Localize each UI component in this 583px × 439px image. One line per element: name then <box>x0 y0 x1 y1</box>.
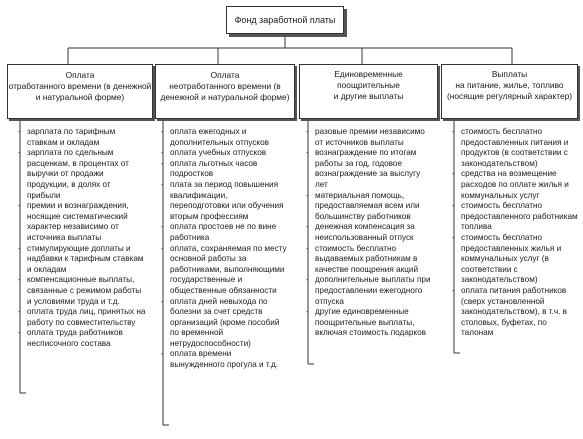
column-list-food-housing <box>452 127 578 417</box>
fund-title-box <box>226 6 344 34</box>
column-header-text: Единовременные поощрительные и другие выплаты <box>333 69 404 101</box>
list-item: - стоимость бесплатно предоставленных питания и продуктов (в соответствии с законодательством) <box>452 127 578 169</box>
list-item: - оплата, сохраняемая по месту основной работы за работниками, выполняющими государственные и общественные обязанности <box>161 244 287 297</box>
column-header-text: Выплаты на питание, жилье, топливо (носящие регулярный характер) <box>446 69 573 101</box>
list-item: - компенсационные выплаты, связанные с режимом работы и условиями труда и т.д. <box>18 275 146 307</box>
list-item: - стимулирующие доплаты и надбавки к тарифным ставкам и окладам <box>18 244 146 276</box>
list-item: - оплата простоев не по вине работника <box>161 222 287 243</box>
list-item: - вознаграждение по итогам работы за год, годовое вознаграждение за выслугу лет <box>306 148 434 190</box>
list-item: - материальная помощь, предоставляемая всем или большинству работников <box>306 191 434 223</box>
column-header-food-housing <box>441 64 578 119</box>
list-item: - плата за период повышения квалификации, переподготовки или обучения вторым профессиям <box>161 180 287 222</box>
fund-title: Фонд заработной платы <box>234 15 336 25</box>
list-item: - другие единовременные поощрительные выплаты, включая стоимость подарков <box>306 307 434 339</box>
column-list-one-time-payments <box>306 127 434 417</box>
column-header-worked-time <box>7 64 153 119</box>
list-item: - оплата времени вынужденного прогула и т.д. <box>161 349 287 370</box>
list-item: - оплата учебных отпусков <box>161 148 287 159</box>
list-item: - денежная компенсация за неиспользованный отпуск <box>306 222 434 243</box>
list-item: - стоимость бесплатно предоставленного работникам топлива <box>452 201 578 233</box>
list-item: - зарплата по тарифным ставкам и окладам <box>18 127 146 148</box>
list-item: - стоимость бесплатно предоставленных жилья и коммунальных услуг (в соответствии с законодательством) <box>452 233 578 286</box>
list-item: - оплата труда лиц, принятых на работу по совместительству <box>18 307 146 328</box>
list-item: - средства на возмещение расходов по оплате жилья и коммунальных услуг <box>452 169 578 201</box>
list-item: - оплата дней невыхода по болезни за счет средств организаций (кроме пособий по временной нетрудоспособности) <box>161 297 287 350</box>
list-item: - оплата льготных часов подростков <box>161 159 287 180</box>
column-list-unworked-time <box>161 127 287 439</box>
list-item: - премии и вознаграждения, носящие систематический характер независимо от источника выплаты <box>18 201 146 243</box>
list-item: - зарплата по сдельным расценкам, в процентах от выручки от продажи продукции, в долях от прибыли <box>18 148 146 201</box>
column-header-unworked-time <box>155 64 295 119</box>
column-header-one-time-payments <box>299 64 438 119</box>
list-item: - разовые премии независимо от источников выплаты <box>306 127 434 148</box>
list-item: - оплата труда работников несписочного состава <box>18 328 146 349</box>
list-item: - дополнительные выплаты при предоставлении ежегодного отпуска <box>306 275 434 307</box>
column-header-text: Оплата неотработанного времени (в денежной и натуральной форме) <box>160 70 290 102</box>
list-item: - оплата питания работников (сверх установленной законодательством), в т.ч. в столовых, буфетах, по талонам <box>452 286 578 339</box>
column-header-text: Оплата отработанного времени (в денежной и натуральной форме) <box>8 70 152 102</box>
list-item: - оплата ежегодных и дополнительных отпусков <box>161 127 287 148</box>
list-item: - стоимость бесплатно выдаваемых работникам в качестве поощрения акций <box>306 244 434 276</box>
column-list-worked-time <box>18 127 146 417</box>
